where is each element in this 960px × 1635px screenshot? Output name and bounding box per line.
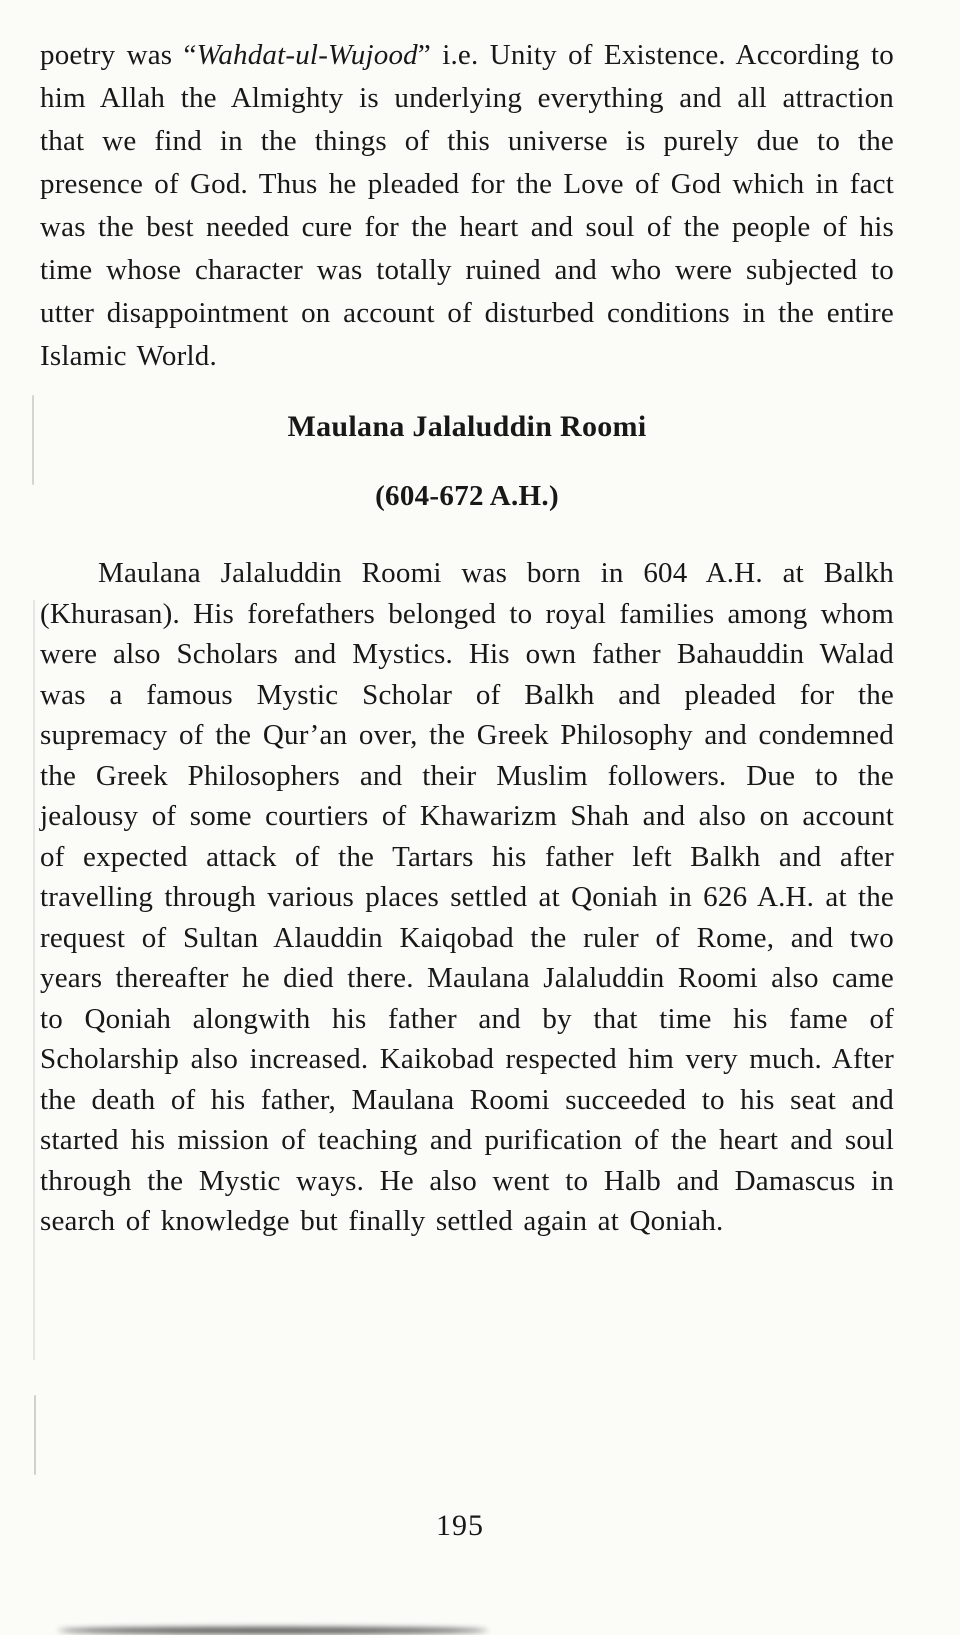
scan-artifact-left-edge-1 <box>32 395 34 485</box>
scan-artifact-left-edge-3 <box>34 1395 36 1475</box>
section-subheading: (604-672 A.H.) <box>375 480 559 512</box>
scan-artifact-left-edge-2 <box>33 600 35 1360</box>
page-number: 195 <box>436 1509 484 1542</box>
paragraph-body: Maulana Jalaluddin Roomi was born in 604 A.H. at Balkh (Khurasan). His forefathers belonged to royal families among whom were also Scholars and Mystics. His own father Bahauddin Walad was a famous Mystic Scholar of Balkh and pleaded for the supremacy of the Qur’an over, the Greek Philosophy and condemned the Greek Philosophers and their Muslim followers. Due to the jealousy of some courtiers of Khawarizm Shah and also on account of expected attack of the Tartars his father left Balkh and after travelling through various places settled at Qoniah in 626 A.H. at the request of Sultan Alauddin Kaiqobad the ruler of Rome, and two years thereafter he died there. Maulana Jalaluddin Roomi also came to Qoniah alongwith his father and by that time his fame of Scholarship also increased. Kaikobad respected him very much. After the death of his father, Maulana Roomi succeeded to his seat and started his mission of teaching and purification of the heart and soul through the Mystic ways. He also went to Halb and Damascus in search of knowledge but finally settled again at Qoniah. <box>40 557 894 1237</box>
section-heading: Maulana Jalaluddin Roomi <box>287 410 647 443</box>
scan-artifact-bottom-edge <box>58 1627 488 1634</box>
paragraph-text-after: ” i.e. Unity of Existence. According to him Allah the Almighty is underlying everything and all attraction that we find in the things of this universe is purely due to the presence of God. Thus he pleaded for the Love of God which in fact was the best needed cure for the heart and soul of the people of his time whose character was totally ruined and who were subjected to utter disappointment on account of disturbed conditions in the entire Islamic World. <box>40 39 894 372</box>
paragraph-continuation <box>40 34 894 378</box>
paragraph-text-before: poetry was “ <box>40 39 197 71</box>
italic-book-title: Wahdat-ul-Wujood <box>196 39 418 71</box>
